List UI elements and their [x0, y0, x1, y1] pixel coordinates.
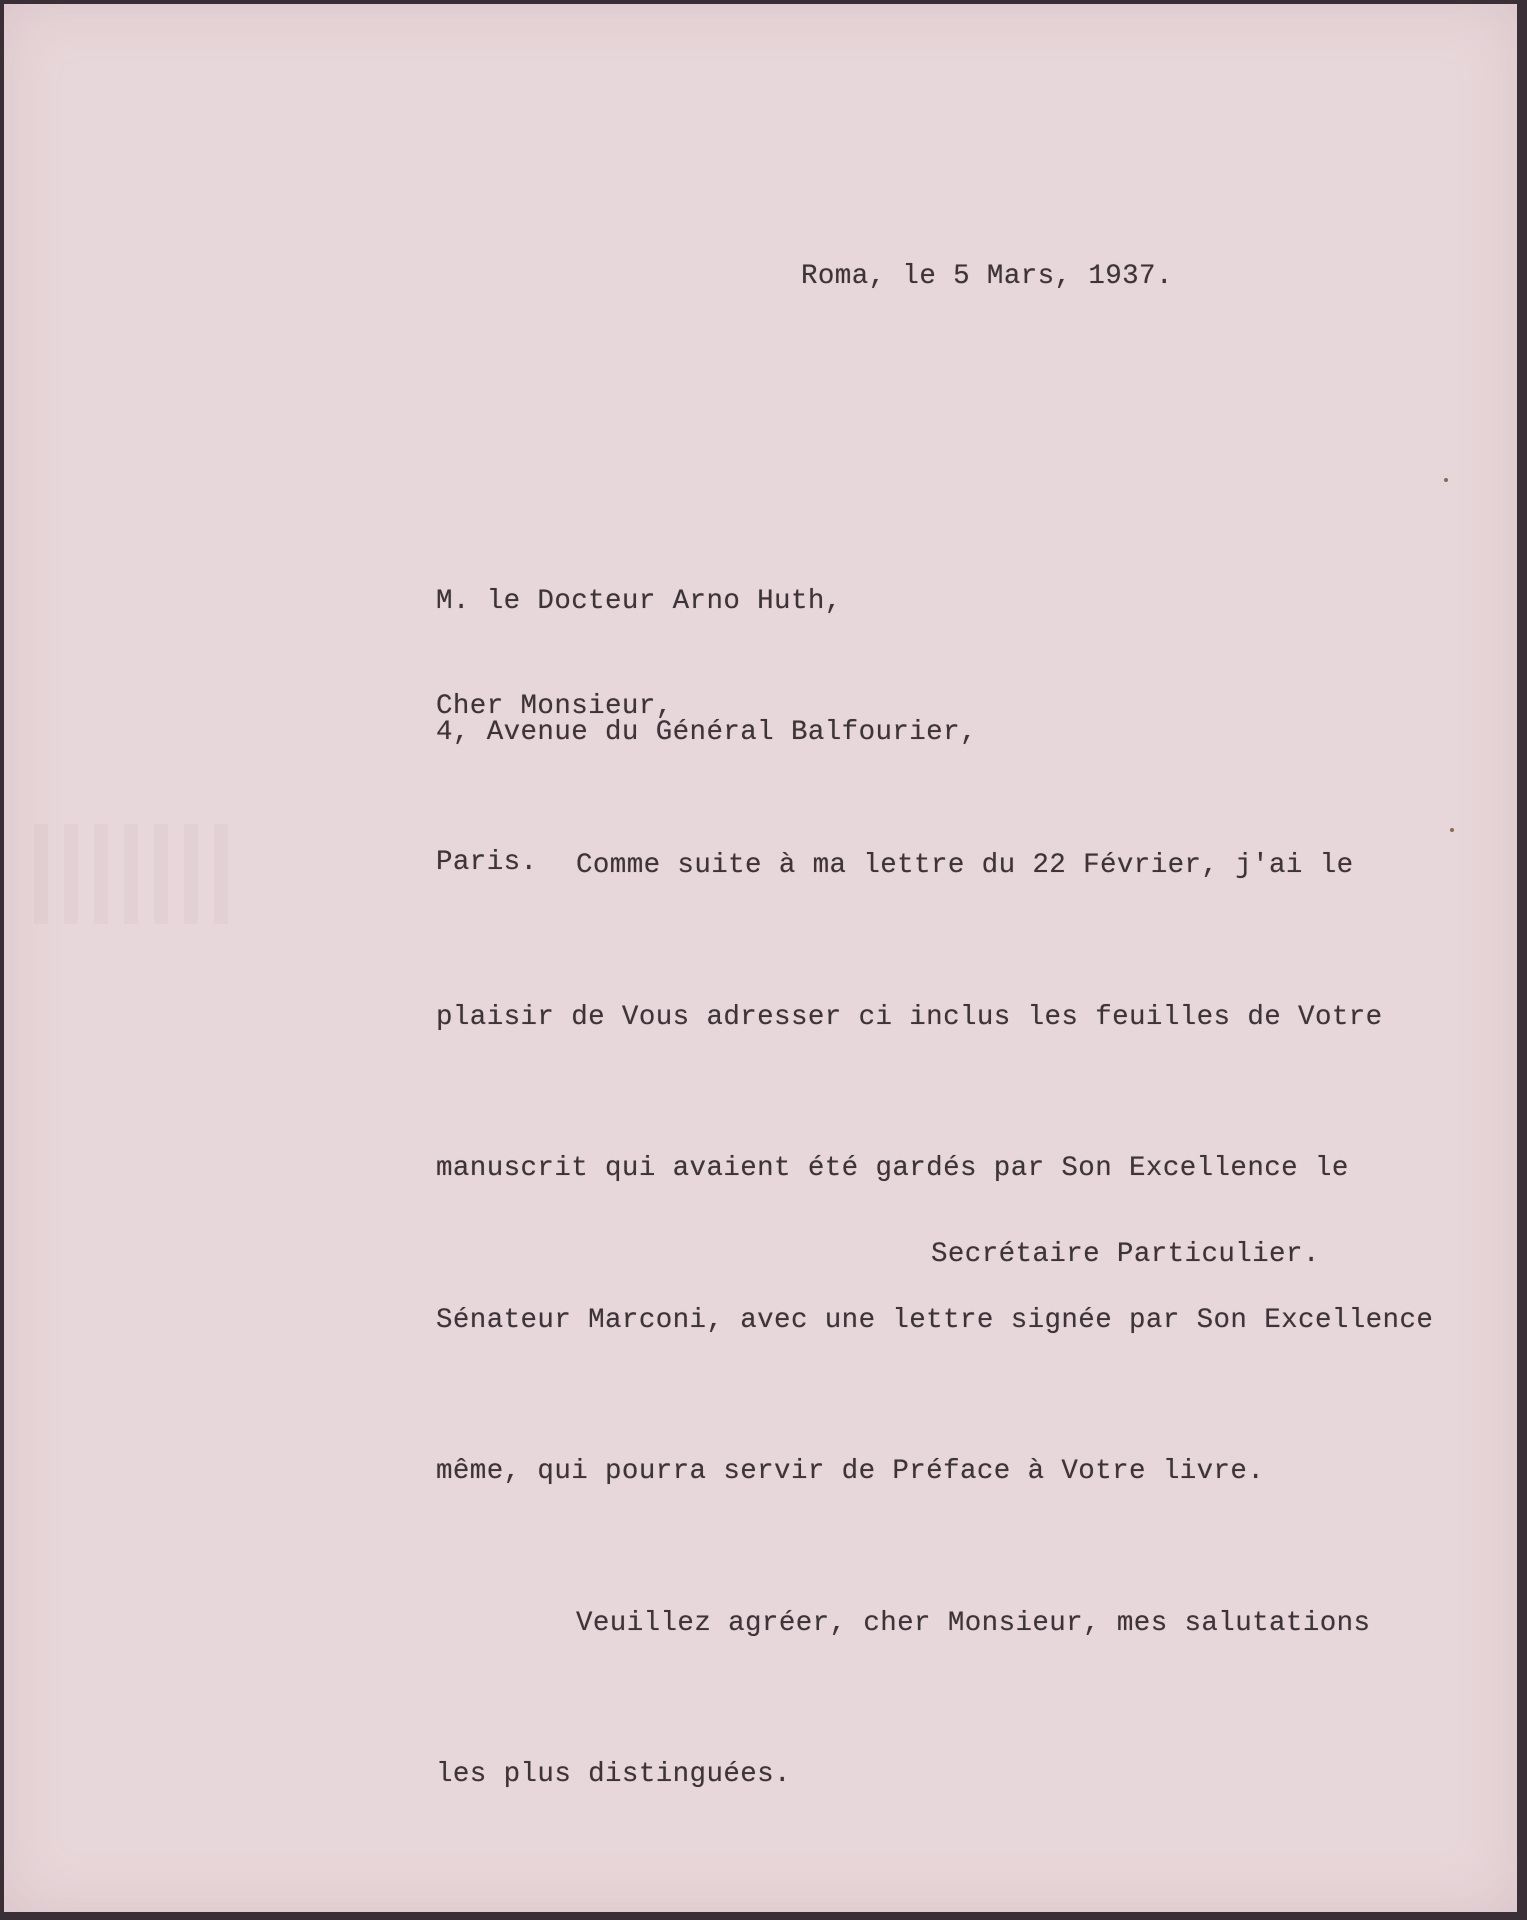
body-line: même, qui pourra servir de Préface à Votre livre.: [436, 1456, 1265, 1487]
paper-speck: [1444, 478, 1448, 482]
body-line: Veuillez agréer, cher Monsieur, mes salutations: [576, 1607, 1371, 1639]
bleed-through-mark: [34, 824, 244, 924]
body-line: manuscrit qui avaient été gardés par Son Excellence le: [436, 1153, 1349, 1184]
letter-body: [436, 740, 1433, 1902]
paper-speck: [1450, 828, 1454, 832]
address-line: M. le Docteur Arno Huth,: [436, 586, 842, 617]
address-line: Paris.: [436, 847, 538, 878]
letter-page: [4, 4, 1517, 1912]
body-line: Comme suite à ma lettre du 22 Février, j'ai le: [576, 850, 1354, 881]
body-line: Sénateur Marconi, avec une lettre signée par Son Excellence: [436, 1304, 1434, 1336]
body-line: les plus distinguées.: [436, 1759, 791, 1790]
letter-date: Roma, le 5 Mars, 1937.: [801, 261, 1173, 292]
closing-signature-title: Secrétaire Particulier.: [931, 1239, 1320, 1270]
address-line: 4, Avenue du Général Balfourier,: [436, 716, 977, 748]
body-line: plaisir de Vous adresser ci inclus les feuilles de Votre: [436, 1001, 1383, 1033]
salutation: Cher Monsieur,: [436, 691, 673, 722]
